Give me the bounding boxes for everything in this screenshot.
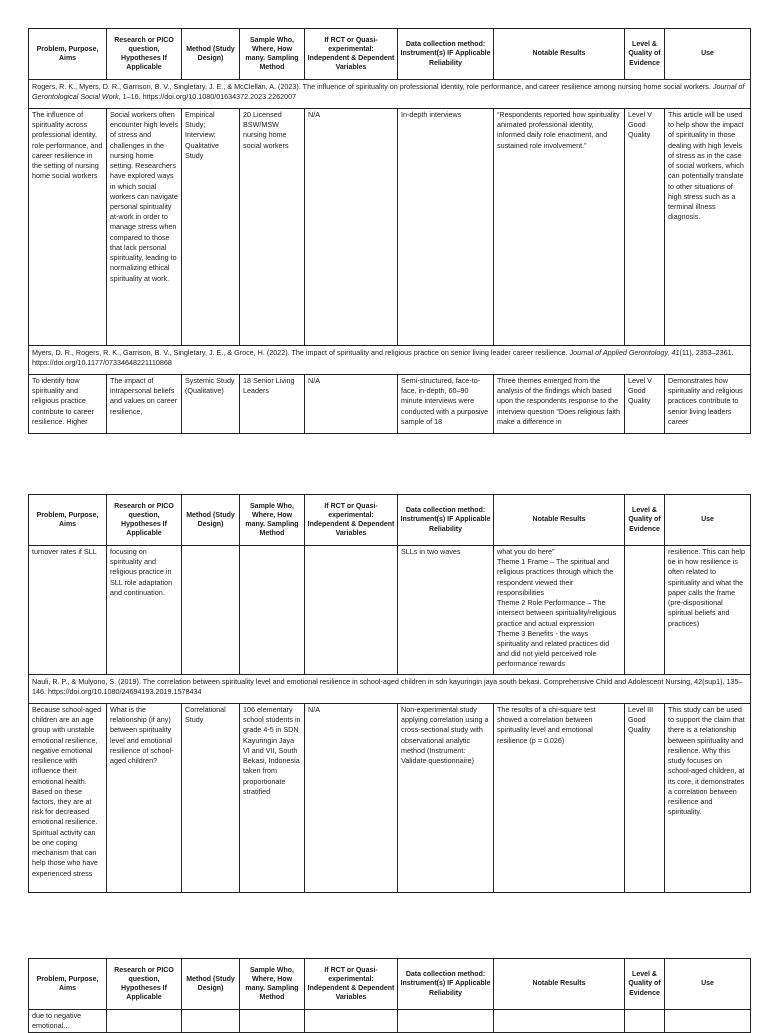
header-problem: Problem, Purpose, Aims — [29, 959, 107, 1010]
cell-question: focusing on spirituality and religious practice in SLL role adaptation and continuation. — [107, 546, 182, 675]
cell-use: Demonstrates how spirituality and religious practices contribute to senior living leaders career — [665, 375, 751, 434]
header-question: Research or PICO question, Hypotheses If Applicable — [107, 959, 182, 1010]
cell-variables: N/A — [305, 109, 398, 346]
cell-method: Correlational Study — [182, 704, 240, 893]
cell-level: Level V Good Quality — [625, 109, 665, 346]
cell-question — [107, 1010, 182, 1033]
citation-nauli: Nauli, R. P., & Mulyono, S. (2019). The correlation between spirituality level and emotional resilience in school-aged children in sdn kayuringin jaya south bekasi. Comprehensive Child and Adolescent Nursing, 42(sup1), 135–146. https://doi.org/10.1080/24694193.2019.1578434 — [29, 675, 751, 704]
citation-row — [29, 346, 751, 375]
cell-problem: The influence of spirituality across professional identity, role performance, and career resilience in the setting of nursing home social workers — [29, 109, 107, 346]
cell-variables — [305, 546, 398, 675]
header-problem: Problem, Purpose, Aims — [29, 29, 107, 80]
cell-results — [494, 1010, 625, 1033]
cell-problem: Because school-aged children are an age group with unstable emotional resilience, negative emotional resilience with influence their emotional health. Based on these factors, they are at risk for decreased emotional resilience. Spiritual activity can be one coping mechanism that can help those who have experienced stress — [29, 704, 107, 893]
citation-myers: Myers, D. R., Rogers, R. K., Garrison, B. V., Singletary, J. E., & Groce, H. (2022). The impact of spirituality and religious practice on senior living leader career resilience. Journal of Applied Gerontology, 41(11), 2353–2361. https://doi.org/10.1177/07334648221110868 — [29, 346, 751, 375]
header-level: Level & Quality of Evidence — [625, 29, 665, 80]
cell-variables: N/A — [305, 375, 398, 434]
header-use: Use — [665, 959, 751, 1010]
header-method: Method (Study Design) — [182, 495, 240, 546]
cell-problem: To identify how spirituality and religious practice contribute to career resilience. Higher — [29, 375, 107, 434]
header-sample: Sample Who, Where, How many. Sampling Method — [240, 959, 305, 1010]
table-row — [29, 1010, 751, 1033]
header-method: Method (Study Design) — [182, 959, 240, 1010]
cell-problem: due to negative emotional… — [29, 1010, 107, 1033]
cell-sample: 20 Licensed BSW/MSW nursing home social workers — [240, 109, 305, 346]
cell-results: The results of a chi-square test showed a correlation between spirituality level and emotional resilience (p = 0.026) — [494, 704, 625, 893]
header-data-collection: Data collection method: Instrument(s) IF Applicable Reliability — [398, 959, 494, 1010]
header-data-collection: Data collection method: Instrument(s) IF Applicable Reliability — [398, 495, 494, 546]
cell-problem: turnover rates if SLL — [29, 546, 107, 675]
cell-use: resilience. This can help tie in how resilience is often related to spirituality and what the paper calls the frame (pre-dispositional spiritual beliefs and practices) — [665, 546, 751, 675]
header-use: Use — [665, 495, 751, 546]
header-results: Notable Results — [494, 495, 625, 546]
table-row — [29, 704, 751, 893]
cell-level — [625, 546, 665, 675]
cell-data-collection: Non-experimental study applying correlation using a cross-sectional study with observational analytic method (Instrument: Validate questionnaire) — [398, 704, 494, 893]
cell-level: Level V Good Quality — [625, 375, 665, 434]
header-use: Use — [665, 29, 751, 80]
citation-row — [29, 80, 751, 109]
header-question: Research or PICO question, Hypotheses If Applicable — [107, 29, 182, 80]
header-sample: Sample Who, Where, How many. Sampling Method — [240, 495, 305, 546]
cell-question: The impact of intrapersonal beliefs and values on career resilience, — [107, 375, 182, 434]
cell-variables — [305, 1010, 398, 1033]
citation-row — [29, 675, 751, 704]
cell-sample — [240, 546, 305, 675]
header-level: Level & Quality of Evidence — [625, 959, 665, 1010]
cell-data-collection — [398, 1010, 494, 1033]
table-page-1 — [28, 28, 750, 434]
table-row — [29, 375, 751, 434]
evidence-table — [28, 958, 751, 1033]
cell-method — [182, 1010, 240, 1033]
cell-sample: 106 elementary school students in grade 4-5 in SDN Kayuringin Jaya VI and VII, South Bekasi, Indonesia taken from proportionate stratified — [240, 704, 305, 893]
cell-method — [182, 546, 240, 675]
evidence-table — [28, 28, 751, 434]
table-page-3 — [28, 958, 750, 1033]
header-variables: If RCT or Quasi-experimental: Independent & Dependent Variables — [305, 29, 398, 80]
header-results: Notable Results — [494, 29, 625, 80]
cell-use: This article will be used to help show the impact of spirituality in those dealing with high levels of stress as in the case of social workers, which can potentially translate to other situations of high stress such as a terminal illness diagnosis. — [665, 109, 751, 346]
header-problem: Problem, Purpose, Aims — [29, 495, 107, 546]
cell-data-collection: Semi-structured, face-to-face, in-depth, 60–90 minute interviews were conducted with a purposive sample of 18 — [398, 375, 494, 434]
header-sample: Sample Who, Where, How many. Sampling Method — [240, 29, 305, 80]
header-variables: If RCT or Quasi-experimental: Independent & Dependent Variables — [305, 959, 398, 1010]
cell-results: “Respondents reported how spirituality animated professional identity, informed daily role enactment, and sustained role involvement.” — [494, 109, 625, 346]
header-data-collection: Data collection method: Instrument(s) IF Applicable Reliability — [398, 29, 494, 80]
header-method: Method (Study Design) — [182, 29, 240, 80]
cell-data-collection: SLLs in two waves — [398, 546, 494, 675]
cell-results: Three themes emerged from the analysis of the findings which based upon the respondents response to the interview question “Does religious faith make a difference in — [494, 375, 625, 434]
table-row — [29, 546, 751, 675]
cell-sample: 18 Senior Living Leaders — [240, 375, 305, 434]
cell-variables: N/A — [305, 704, 398, 893]
cell-question: Social workers often encounter high levels of stress and challenges in the nursing home setting. Researchers have explored ways in which social workers can navigate personal spirituality at-work in order to manage stress when compared to those that lack personal spirituality, leading to normalizing ethical spirituality at work. — [107, 109, 182, 346]
table-page-2 — [28, 494, 750, 893]
evidence-table — [28, 494, 751, 893]
cell-use: This study can be used to support the claim that there is a relationship between spirituality and resilience. Why this study focuses on school-aged children, at its core, it demonstrates a correlation between resilience and spirituality. — [665, 704, 751, 893]
cell-method: Empirical Study; Interview; Qualitative Study — [182, 109, 240, 346]
cell-use — [665, 1010, 751, 1033]
header-question: Research or PICO question, Hypotheses If Applicable — [107, 495, 182, 546]
cell-level: Level III Good Quality — [625, 704, 665, 893]
citation-rogers: Rogers, R. K., Myers, D. R., Garrison, B. V., Singletary, J. E., & McClellan, A. (2023). The influence of spirituality on professional identity, role performance, and career resilience among nursing home social workers. Journal of Gerontological Social Work, 1–16. https://doi.org/10.1080/01634372.2023.2262007 — [29, 80, 751, 109]
cell-level — [625, 1010, 665, 1033]
cell-method: Systemic Study (Qualitative) — [182, 375, 240, 434]
table-row — [29, 109, 751, 346]
cell-sample — [240, 1010, 305, 1033]
header-results: Notable Results — [494, 959, 625, 1010]
header-variables: If RCT or Quasi-experimental: Independent & Dependent Variables — [305, 495, 398, 546]
cell-results: what you do here” Theme 1 Frame – The spiritual and religious practices through which the respondent viewed their responsibilities Theme 2 Role Performance – The intersect between spirituality/religious practice and actual expression Theme 3 Benefits - the ways spirituality and related practices did and did not yield perceived role performance rewards — [494, 546, 625, 675]
table-header-row — [29, 29, 751, 80]
cell-data-collection: In-depth interviews — [398, 109, 494, 346]
table-header-row — [29, 495, 751, 546]
table-header-row — [29, 959, 751, 1010]
header-level: Level & Quality of Evidence — [625, 495, 665, 546]
cell-question: What is the relationship (if any) between spirituality level and emotional resilience of school-aged children? — [107, 704, 182, 893]
